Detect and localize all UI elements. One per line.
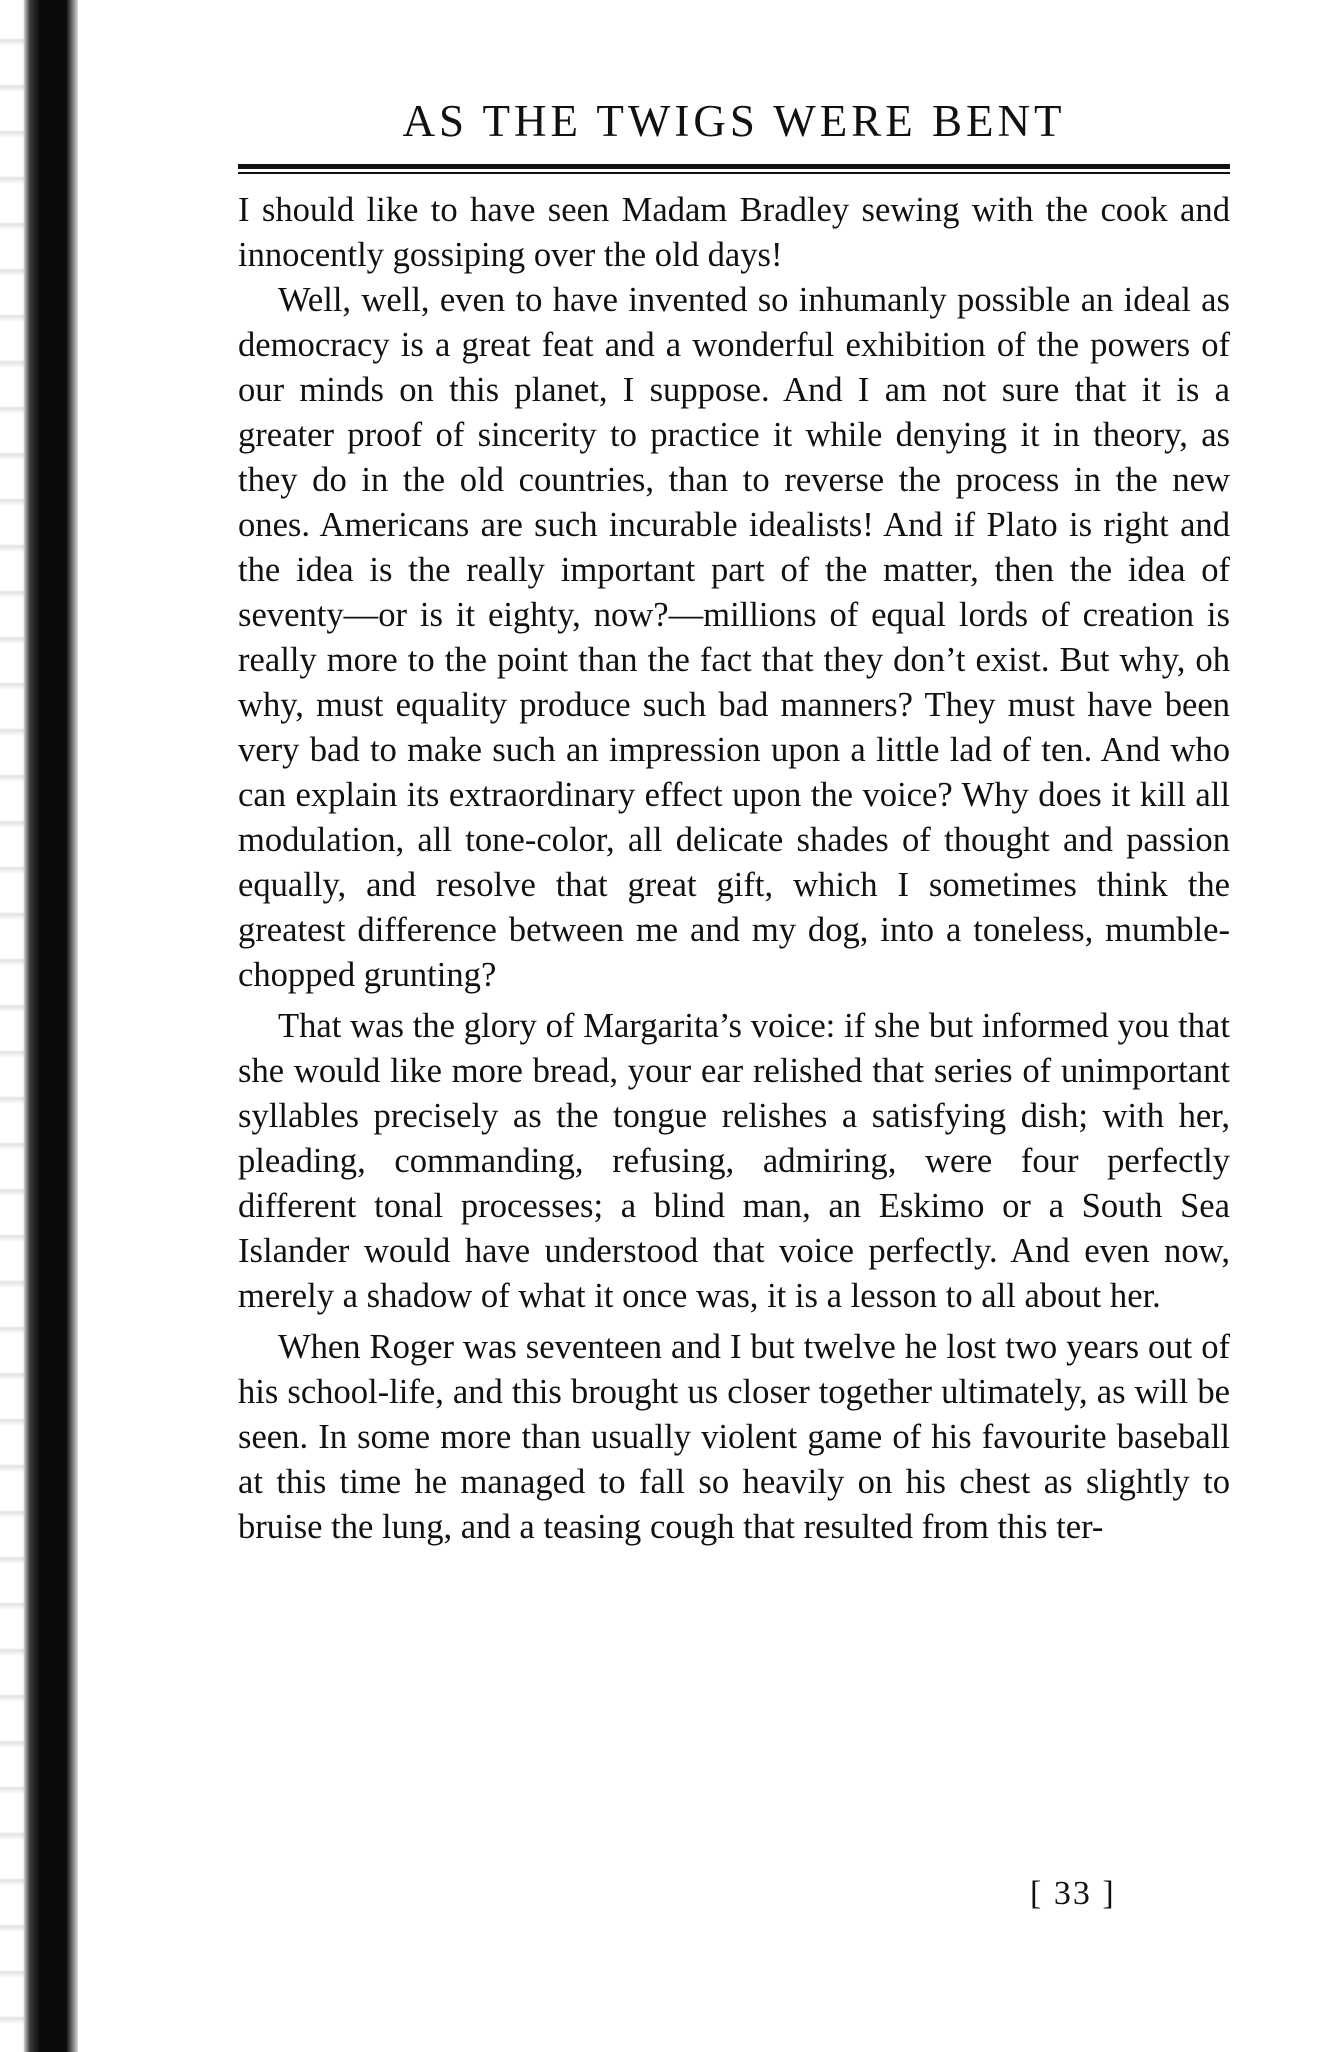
paragraph: When Roger was seventeen and I but twelve he lost two years out of his school-life, and this brought us closer together ultimately, as will be seen. In some more than usually violent game of his favourite baseball at this time he managed to fall so heavily on his chest as slightly to bruise the lung, and a teasing cough that resulted from this ter- (238, 1328, 1230, 1546)
paragraph: Well, well, even to have invented so inhumanly possible an ideal as democracy is a great feat and a wonderful exhibition of the powers of our minds on this planet, I suppose. And I am not sure that it is a greater proof of sincerity to practice it while denying it in theory, as they do in the old countries, than to reverse the process in the new ones. Americans are such incurable idealists! And if Plato is right and the idea is the really important part of the matter, then the idea of seventy—or is it eighty, now?—millions of equal lords of creation is really more to the point than the fact that they don’t exist. But why, oh why, must equality produce such bad manners? They must have been very bad to make such an impression upon a little lad of ten. And who can explain its extraordinary effect upon the voice? Why does it kill all modulation, all tone-color, all delicate shades of thought and passion equally, and resolve that great gift, which I sometimes think the greatest difference between me and my dog, into a toneless, mumble-chopped grunting? (238, 281, 1230, 994)
header-rule-thick (238, 164, 1230, 169)
body-text (238, 188, 1230, 1550)
paragraph: That was the glory of Margarita’s voice: if she but informed you that she would like more bread, your ear relished that series of unimportant syllables precisely as the tongue relishes a satisfying dish; with her, pleading, commanding, refusing, admiring, were four perfectly different tonal processes; a blind man, an Eskimo or a South Sea Islander would have understood that voice perfectly. And even now, merely a shadow of what it once was, it is a lesson to all about her. (238, 1007, 1230, 1315)
running-head: AS THE TWIGS WERE BENT (402, 96, 1066, 146)
header-rule-thin (238, 172, 1230, 174)
book-page (238, 92, 1230, 1550)
book-spine-edge (0, 0, 24, 2052)
page-number: [ 33 ] (1030, 1875, 1116, 1912)
paragraph: I should like to have seen Madam Bradley sewing with the cook and innocently gossiping over the old days! (238, 191, 1230, 274)
